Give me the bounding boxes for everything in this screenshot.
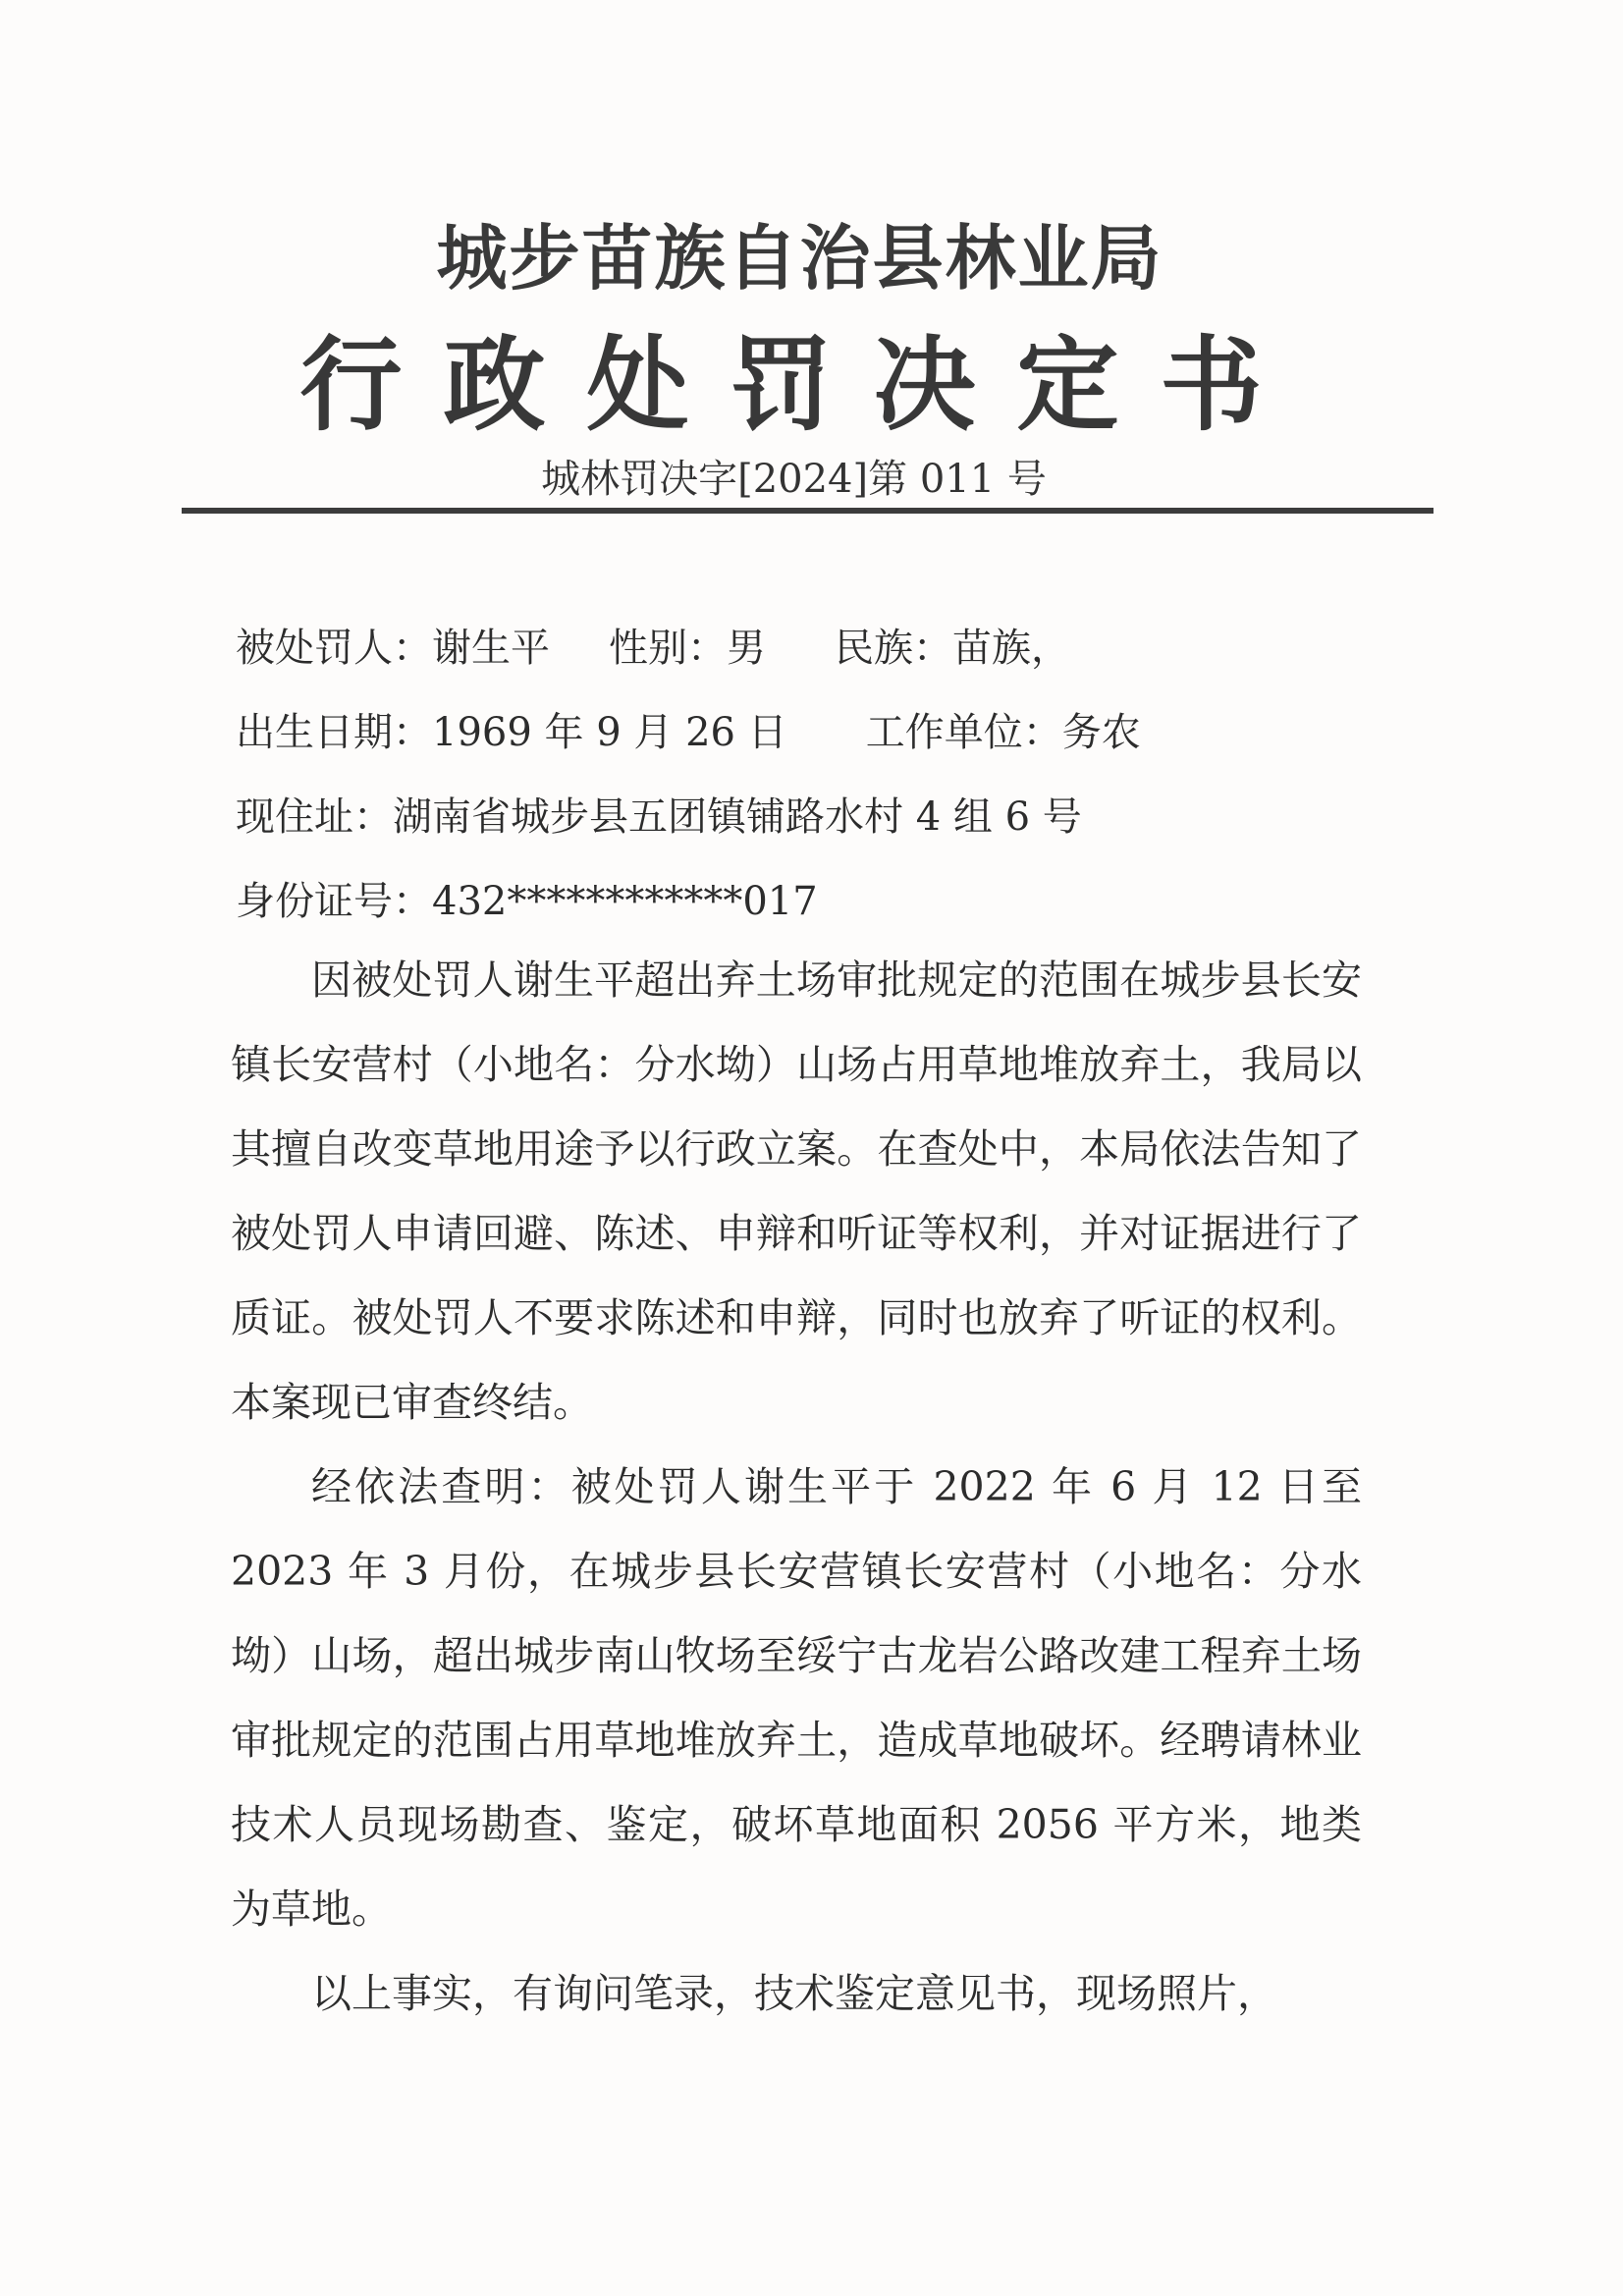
document-type-title: 行政处罚决定书 [299, 324, 1304, 445]
document-number: 城林罚决字[2024]第 011 号 [541, 457, 1047, 502]
name-label: 被处罚人： [236, 626, 432, 671]
gender-label: 性别： [609, 626, 727, 671]
paragraph-findings: 经依法查明：被处罚人谢生平于 2022 年 6 月 12 日至 2023 年 3 月份，在城步县长安营镇长安营村（小地名：分水坳）山场，超出城步南山牧场至绥宁古龙岩公路改建工程弃土场审批规定的范围占用草地堆放弃土，造成草地破坏。经聘请林业技术人员现场勘查、鉴定，破坏草地面积 2056 平方米，地类为草地。 [231, 1463, 1362, 1933]
party-name: 谢生平 [432, 626, 550, 671]
body-section-1 [231, 938, 1362, 1445]
party-line-2 [236, 701, 1141, 757]
party-line-1 [236, 617, 1070, 673]
paragraph-case-filing: 因被处罚人谢生平超出弃土场审批规定的范围在城步县长安镇长安营村（小地名：分水坳）山场占用草地堆放弃土，我局以其擅自改变草地用途予以行政立案。在查处中，本局依法告知了被处罚人申请回避、陈述、申辩和听证等权利，并对证据进行了质证。被处罚人不要求陈述和申辩，同时也放弃了听证的权利。本案现已审查终结。 [231, 957, 1362, 1426]
id-label: 身份证号： [236, 879, 432, 924]
issuing-organization: 城步苗族自治县林业局 [436, 217, 1163, 300]
id-number: 432************017 [432, 879, 818, 924]
header-divider [182, 508, 1434, 514]
paragraph-evidence: 以上事实，有询问笔录，技术鉴定意见书，现场照片， [311, 1970, 1277, 2017]
party-address: 湖南省城步县五团镇铺路水村 4 组 6 号 [393, 794, 1082, 840]
address-label: 现住址： [236, 794, 393, 840]
ethnicity-label: 民族： [835, 626, 952, 671]
party-line-4 [236, 870, 818, 926]
birth-date: 1969 年 9 月 26 日 [432, 710, 787, 755]
body-section-3 [231, 1951, 1362, 2036]
work-unit: 务农 [1061, 710, 1141, 755]
party-ethnicity: 苗族， [952, 626, 1070, 671]
party-gender: 男 [727, 626, 766, 671]
work-label: 工作单位： [865, 710, 1062, 755]
party-line-3 [236, 786, 1082, 842]
birth-label: 出生日期： [236, 710, 432, 755]
body-section-2 [231, 1445, 1362, 1951]
